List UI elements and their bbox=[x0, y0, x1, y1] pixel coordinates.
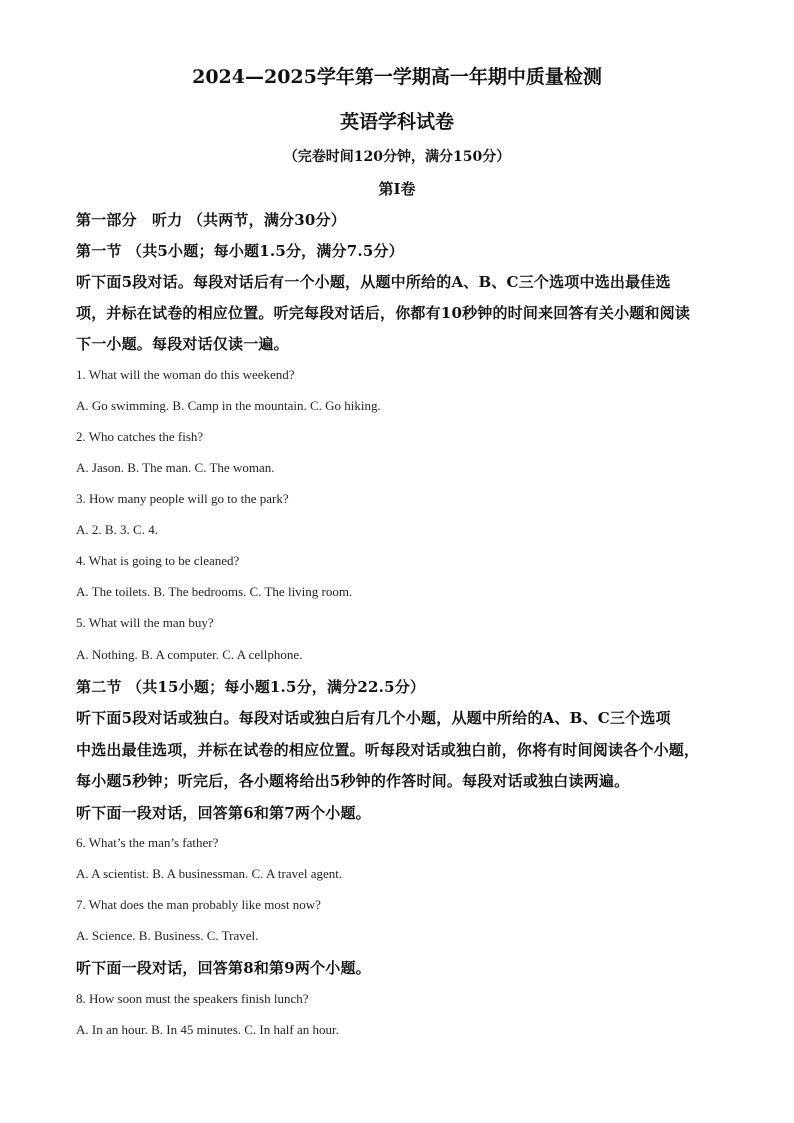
question-5-options: A. Nothing. B. A computer. C. A cellphone. bbox=[76, 647, 303, 662]
question-4-options: A. The toilets. B. The bedrooms. C. The living room. bbox=[76, 584, 353, 599]
exam-title: 2024—2025学年第一学期高一年期中质量检测 bbox=[192, 66, 602, 88]
section1-instruction-line: 项，并标在试卷的相应位置。听完每段对话后，你都有10秒钟的时间来回答有关小题和阅读 bbox=[76, 304, 691, 322]
section2-instruction-line: 每小题5秒钟；听完后，各小题将给出5秒钟的作答时间。每段对话或独白读两遍。 bbox=[76, 772, 630, 790]
subject-title: 英语学科试卷 bbox=[339, 111, 454, 133]
section1-instruction-line: 下一小题。每段对话仅读一遍。 bbox=[76, 335, 289, 353]
section1-heading: 第一节 （共5小题；每小题1.5分，满分7.5分） bbox=[76, 242, 404, 260]
question-2: 2. Who catches the fish? bbox=[76, 429, 204, 444]
question-1: 1. What will the woman do this weekend? bbox=[76, 367, 295, 382]
question-8: 8. How soon must the speakers finish lunch? bbox=[76, 991, 309, 1006]
section2-instruction-line: 中选出最佳选项，并标在试卷的相应位置。听每段对话或独白前，你将有时间阅读各个小题， bbox=[76, 741, 700, 759]
question-7: 7. What does the man probably like most now? bbox=[76, 897, 321, 912]
question-2-options: A. Jason. B. The man. C. The woman. bbox=[76, 460, 275, 475]
group1-heading: 听下面一段对话，回答第6和第7两个小题。 bbox=[76, 804, 371, 822]
question-4: 4. What is going to be cleaned? bbox=[76, 553, 240, 568]
question-3: 3. How many people will go to the park? bbox=[76, 491, 289, 506]
question-5: 5. What will the man buy? bbox=[76, 615, 214, 630]
section2-instruction-line: 听下面5段对话或独白。每段对话或独白后有几个小题，从题中所给的A、B、C三个选项 bbox=[76, 709, 671, 727]
question-1-options: A. Go swimming. B. Camp in the mountain. C. Go hiking. bbox=[76, 398, 381, 413]
question-3-options: A. 2. B. 3. C. 4. bbox=[76, 522, 158, 537]
part1-heading: 第一部分 听力 （共两节，满分30分） bbox=[76, 211, 346, 229]
question-7-options: A. Science. B. Business. C. Travel. bbox=[76, 928, 259, 943]
exam-info: （完卷时间120分钟，满分150分） bbox=[283, 149, 511, 165]
question-8-options: A. In an hour. B. In 45 minutes. C. In half an hour. bbox=[76, 1022, 339, 1037]
section1-instruction-line: 听下面5段对话。每段对话后有一个小题，从题中所给的A、B、C三个选项中选出最佳选 bbox=[76, 273, 671, 291]
question-6: 6. What’s the man’s father? bbox=[76, 835, 219, 850]
group2-heading: 听下面一段对话，回答第8和第9两个小题。 bbox=[76, 959, 371, 977]
question-6-options: A. A scientist. B. A businessman. C. A travel agent. bbox=[76, 866, 343, 881]
section2-heading: 第二节 （共15小题；每小题1.5分，满分22.5分） bbox=[76, 678, 426, 696]
volume-label: 第I卷 bbox=[378, 180, 416, 198]
